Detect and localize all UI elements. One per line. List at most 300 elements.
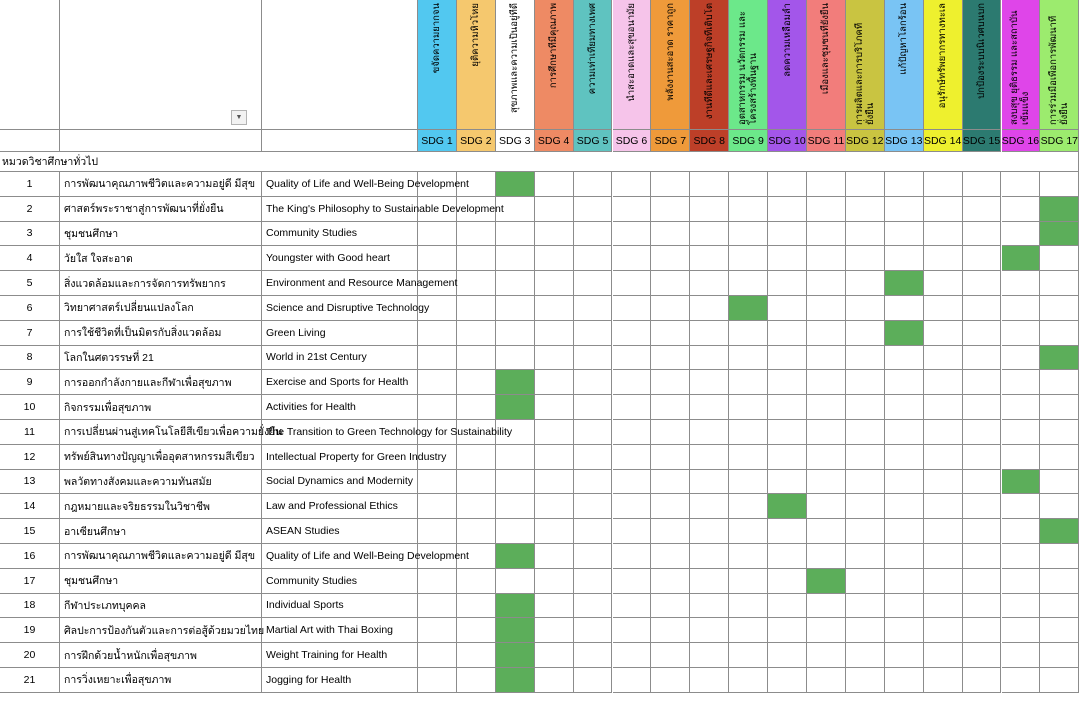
sdg-cell[interactable] [418,321,457,346]
sdg-cell[interactable] [690,569,729,594]
sdg-cell[interactable] [963,321,1002,346]
sdg-cell[interactable] [690,197,729,222]
sdg-cell[interactable] [768,246,807,271]
sdg-cell[interactable] [574,370,613,395]
sdg-cell[interactable] [729,172,768,197]
sdg-cell[interactable] [885,494,924,519]
sdg-cell[interactable] [651,618,690,643]
sdg-cell[interactable] [729,519,768,544]
sdg-code-3[interactable]: SDG 3 [496,130,535,152]
sdg-mapped-cell[interactable] [1002,470,1041,495]
sdg-header-11[interactable] [807,0,846,130]
sdg-cell[interactable] [729,569,768,594]
row-number[interactable]: 12 [0,445,60,470]
sdg-cell[interactable] [807,594,846,619]
sdg-cell[interactable] [535,519,574,544]
sdg-cell[interactable] [885,643,924,668]
sdg-cell[interactable] [690,395,729,420]
sdg-cell[interactable] [651,346,690,371]
sdg-cell[interactable] [457,470,496,495]
sdg-cell[interactable] [885,172,924,197]
course-name-thai[interactable]: การเปลี่ยนผ่านสู่เทคโนโลยีสีเขียวเพื่อความยั่งยืน [60,420,262,445]
sdg-cell[interactable] [885,222,924,247]
sdg-cell[interactable] [613,246,652,271]
sdg-cell[interactable] [729,346,768,371]
sdg-mapped-cell[interactable] [1002,246,1041,271]
sdg-cell[interactable] [1002,668,1041,693]
sdg-cell[interactable] [1040,594,1079,619]
sdg-cell[interactable] [729,618,768,643]
sdg-cell[interactable] [885,420,924,445]
sdg-cell[interactable] [613,321,652,346]
sdg-cell[interactable] [768,470,807,495]
sdg-cell[interactable] [885,296,924,321]
sdg-cell[interactable] [535,395,574,420]
sdg-cell[interactable] [963,668,1002,693]
sdg-cell[interactable] [924,643,963,668]
sdg-cell[interactable] [846,222,885,247]
sdg-cell[interactable] [924,246,963,271]
sdg-cell[interactable] [651,246,690,271]
sdg-cell[interactable] [613,222,652,247]
sdg-cell[interactable] [807,643,846,668]
sdg-cell[interactable] [574,594,613,619]
sdg-cell[interactable] [1002,494,1041,519]
course-name-thai[interactable]: การฝึกด้วยน้ำหนักเพื่อสุขภาพ [60,643,262,668]
sdg-cell[interactable] [496,296,535,321]
sdg-cell[interactable] [885,668,924,693]
sdg-cell[interactable] [535,668,574,693]
course-name-english[interactable]: Individual Sports [262,594,418,619]
sdg-cell[interactable] [613,668,652,693]
sdg-cell[interactable] [924,172,963,197]
sdg-header-4[interactable] [535,0,574,130]
sdg-cell[interactable] [1002,271,1041,296]
sdg-cell[interactable] [924,569,963,594]
sdg-cell[interactable] [729,222,768,247]
course-name-english[interactable]: ASEAN Studies [262,519,418,544]
sdg-cell[interactable] [690,172,729,197]
sdg-cell[interactable] [963,544,1002,569]
sdg-cell[interactable] [535,618,574,643]
sdg-cell[interactable] [574,420,613,445]
sdg-cell[interactable] [690,370,729,395]
sdg-cell[interactable] [651,296,690,321]
sdg-cell[interactable] [963,494,1002,519]
course-name-thai[interactable]: วัยใส ใจสะอาด [60,246,262,271]
sdg-cell[interactable] [963,222,1002,247]
sdg-header-7[interactable] [651,0,690,130]
sdg-cell[interactable] [768,519,807,544]
row-number[interactable]: 16 [0,544,60,569]
sdg-cell[interactable] [418,370,457,395]
sdg-cell[interactable] [846,246,885,271]
sdg-cell[interactable] [846,296,885,321]
sdg-cell[interactable] [807,222,846,247]
sdg-header-2[interactable] [457,0,496,130]
sdg-cell[interactable] [496,246,535,271]
sdg-cell[interactable] [690,271,729,296]
sdg-cell[interactable] [651,197,690,222]
sdg-cell[interactable] [1002,172,1041,197]
sdg-cell[interactable] [457,271,496,296]
sdg-mapped-cell[interactable] [1040,197,1079,222]
sdg-cell[interactable] [924,222,963,247]
sdg-code-14[interactable]: SDG 14 [924,130,963,152]
course-name-english[interactable]: Martial Art with Thai Boxing [262,618,418,643]
sdg-code-12[interactable]: SDG 12 [846,130,885,152]
sdg-cell[interactable] [1002,544,1041,569]
course-name-thai[interactable]: พลวัตทางสังคมและความทันสมัย [60,470,262,495]
sdg-cell[interactable] [613,172,652,197]
sdg-cell[interactable] [535,271,574,296]
course-name-thai[interactable]: การพัฒนาคุณภาพชีวิตและความอยู่ดี มีสุข [60,172,262,197]
sdg-cell[interactable] [924,346,963,371]
sdg-mapped-cell[interactable] [768,494,807,519]
sdg-cell[interactable] [963,519,1002,544]
sdg-cell[interactable] [574,569,613,594]
sdg-cell[interactable] [690,544,729,569]
course-name-thai[interactable]: วิทยาศาสตร์เปลี่ยนแปลงโลก [60,296,262,321]
sdg-cell[interactable] [690,594,729,619]
sdg-mapped-cell[interactable] [496,618,535,643]
sdg-cell[interactable] [768,222,807,247]
sdg-cell[interactable] [496,346,535,371]
sdg-cell[interactable] [1040,494,1079,519]
sdg-cell[interactable] [924,470,963,495]
sdg-cell[interactable] [418,519,457,544]
sdg-cell[interactable] [807,197,846,222]
sdg-cell[interactable] [885,470,924,495]
sdg-mapped-cell[interactable] [885,321,924,346]
sdg-cell[interactable] [807,296,846,321]
sdg-cell[interactable] [768,618,807,643]
sdg-cell[interactable] [574,668,613,693]
sdg-cell[interactable] [807,668,846,693]
sdg-cell[interactable] [846,370,885,395]
sdg-cell[interactable] [963,594,1002,619]
sdg-cell[interactable] [729,246,768,271]
sdg-cell[interactable] [690,470,729,495]
sdg-cell[interactable] [846,618,885,643]
sdg-cell[interactable] [651,668,690,693]
sdg-code-9[interactable]: SDG 9 [729,130,768,152]
sdg-cell[interactable] [768,395,807,420]
sdg-cell[interactable] [418,246,457,271]
sdg-cell[interactable] [651,395,690,420]
course-name-thai[interactable]: ทรัพย์สินทางปัญญาเพื่ออุตสาหกรรมสีเขียว [60,445,262,470]
course-name-english[interactable]: World in 21st Century [262,346,418,371]
sdg-cell[interactable] [924,197,963,222]
sdg-cell[interactable] [885,445,924,470]
sdg-cell[interactable] [729,197,768,222]
course-name-english[interactable]: Quality of Life and Well-Being Development [262,172,418,197]
sdg-cell[interactable] [963,420,1002,445]
sdg-cell[interactable] [457,346,496,371]
sdg-cell[interactable] [574,395,613,420]
course-name-english[interactable]: Green Living [262,321,418,346]
course-name-thai[interactable]: ศิลปะการป้องกันตัวและการต่อสู้ด้วยมวยไทย [60,618,262,643]
sdg-cell[interactable] [535,321,574,346]
sdg-cell[interactable] [924,420,963,445]
sdg-cell[interactable] [418,618,457,643]
row-number[interactable]: 18 [0,594,60,619]
sdg-header-8[interactable] [690,0,729,130]
sdg-cell[interactable] [846,594,885,619]
sdg-cell[interactable] [457,618,496,643]
sdg-mapped-cell[interactable] [496,370,535,395]
sdg-cell[interactable] [574,618,613,643]
course-name-thai[interactable]: กฎหมายและจริยธรรมในวิชาชีพ [60,494,262,519]
sdg-cell[interactable] [1002,594,1041,619]
row-number[interactable]: 7 [0,321,60,346]
sdg-cell[interactable] [768,346,807,371]
sdg-cell[interactable] [807,445,846,470]
sdg-cell[interactable] [963,246,1002,271]
sdg-cell[interactable] [535,370,574,395]
sdg-cell[interactable] [496,222,535,247]
sdg-cell[interactable] [924,494,963,519]
sdg-cell[interactable] [690,643,729,668]
row-number[interactable]: 4 [0,246,60,271]
sdg-cell[interactable] [651,569,690,594]
row-number[interactable]: 20 [0,643,60,668]
sdg-cell[interactable] [613,618,652,643]
sdg-cell[interactable] [768,643,807,668]
sdg-cell[interactable] [963,197,1002,222]
sdg-cell[interactable] [1040,370,1079,395]
sdg-code-6[interactable]: SDG 6 [613,130,652,152]
sdg-cell[interactable] [768,321,807,346]
sdg-cell[interactable] [418,494,457,519]
sdg-cell[interactable] [1002,643,1041,668]
sdg-cell[interactable] [574,494,613,519]
sdg-cell[interactable] [768,594,807,619]
course-name-thai[interactable]: การออกกำลังกายและกีฬาเพื่อสุขภาพ [60,370,262,395]
sdg-cell[interactable] [846,643,885,668]
sdg-cell[interactable] [613,445,652,470]
sdg-cell[interactable] [1040,271,1079,296]
sdg-cell[interactable] [885,618,924,643]
sdg-cell[interactable] [885,569,924,594]
sdg-code-15[interactable]: SDG 15 [963,130,1002,152]
sdg-cell[interactable] [807,346,846,371]
course-name-thai[interactable]: การพัฒนาคุณภาพชีวิตและความอยู่ดี มีสุข [60,544,262,569]
sdg-cell[interactable] [535,445,574,470]
sdg-cell[interactable] [690,321,729,346]
sdg-row-blank-thai[interactable] [60,130,262,152]
sdg-cell[interactable] [963,618,1002,643]
sdg-cell[interactable] [535,222,574,247]
sdg-cell[interactable] [807,544,846,569]
sdg-code-8[interactable]: SDG 8 [690,130,729,152]
sdg-row-blank-eng[interactable] [262,130,418,152]
sdg-cell[interactable] [535,643,574,668]
sdg-cell[interactable] [574,222,613,247]
sdg-cell[interactable] [768,296,807,321]
sdg-cell[interactable] [651,420,690,445]
row-number[interactable]: 15 [0,519,60,544]
sdg-cell[interactable] [1040,668,1079,693]
sdg-cell[interactable] [846,668,885,693]
sdg-cell[interactable] [846,395,885,420]
sdg-cell[interactable] [924,668,963,693]
sdg-cell[interactable] [885,346,924,371]
sdg-cell[interactable] [963,346,1002,371]
row-number[interactable]: 13 [0,470,60,495]
sdg-cell[interactable] [1002,197,1041,222]
sdg-cell[interactable] [768,445,807,470]
sdg-mapped-cell[interactable] [496,395,535,420]
sdg-cell[interactable] [1002,519,1041,544]
sdg-cell[interactable] [457,370,496,395]
sdg-cell[interactable] [535,544,574,569]
sdg-code-16[interactable]: SDG 16 [1002,130,1041,152]
course-name-english[interactable]: Intellectual Property for Green Industry [262,445,418,470]
row-number[interactable]: 19 [0,618,60,643]
sdg-cell[interactable] [613,594,652,619]
course-name-english[interactable]: The King's Philosophy to Sustainable Development [262,197,418,222]
sdg-cell[interactable] [690,222,729,247]
sdg-cell[interactable] [924,321,963,346]
sdg-cell[interactable] [651,321,690,346]
sdg-cell[interactable] [846,197,885,222]
course-name-english[interactable]: Youngster with Good heart [262,246,418,271]
sdg-cell[interactable] [418,668,457,693]
sdg-cell[interactable] [535,172,574,197]
course-name-english[interactable]: Environment and Resource Management [262,271,418,296]
sdg-cell[interactable] [613,544,652,569]
sdg-cell[interactable] [457,246,496,271]
sdg-cell[interactable] [807,246,846,271]
sdg-code-17[interactable]: SDG 17 [1040,130,1079,152]
course-name-thai[interactable]: อาเซียนศึกษา [60,519,262,544]
sdg-header-15[interactable] [963,0,1002,130]
sdg-cell[interactable] [924,271,963,296]
sdg-cell[interactable] [1040,420,1079,445]
sdg-cell[interactable] [457,494,496,519]
sdg-header-1[interactable] [418,0,457,130]
sdg-cell[interactable] [846,569,885,594]
sdg-cell[interactable] [1002,420,1041,445]
sdg-cell[interactable] [1002,321,1041,346]
course-name-english[interactable]: Community Studies [262,222,418,247]
sdg-cell[interactable] [846,172,885,197]
sdg-mapped-cell[interactable] [885,271,924,296]
course-name-english[interactable]: Law and Professional Ethics [262,494,418,519]
sdg-cell[interactable] [651,370,690,395]
sdg-cell[interactable] [1040,569,1079,594]
row-number[interactable]: 6 [0,296,60,321]
sdg-cell[interactable] [535,420,574,445]
sdg-cell[interactable] [613,420,652,445]
sdg-cell[interactable] [574,321,613,346]
sdg-cell[interactable] [574,470,613,495]
row-number[interactable]: 8 [0,346,60,371]
sdg-header-6[interactable] [613,0,652,130]
sdg-mapped-cell[interactable] [729,296,768,321]
sdg-cell[interactable] [924,618,963,643]
sdg-cell[interactable] [963,395,1002,420]
sdg-cell[interactable] [418,395,457,420]
sdg-cell[interactable] [690,420,729,445]
sdg-mapped-cell[interactable] [496,172,535,197]
sdg-cell[interactable] [807,519,846,544]
sdg-cell[interactable] [651,494,690,519]
sdg-cell[interactable] [574,643,613,668]
course-name-thai[interactable]: สิ่งแวดล้อมและการจัดการทรัพยากร [60,271,262,296]
sdg-cell[interactable] [963,569,1002,594]
sdg-code-1[interactable]: SDG 1 [418,130,457,152]
sdg-cell[interactable] [1040,470,1079,495]
sdg-cell[interactable] [963,271,1002,296]
sdg-cell[interactable] [613,494,652,519]
sdg-cell[interactable] [807,420,846,445]
sdg-cell[interactable] [963,296,1002,321]
sdg-cell[interactable] [729,544,768,569]
sdg-cell[interactable] [729,470,768,495]
sdg-cell[interactable] [457,594,496,619]
sdg-cell[interactable] [535,470,574,495]
course-name-english[interactable]: Activities for Health [262,395,418,420]
sdg-cell[interactable] [690,445,729,470]
sdg-cell[interactable] [1040,246,1079,271]
sdg-cell[interactable] [457,296,496,321]
sdg-cell[interactable] [457,643,496,668]
course-name-english[interactable]: Weight Training for Health [262,643,418,668]
sdg-cell[interactable] [574,445,613,470]
sdg-cell[interactable] [457,395,496,420]
row-number[interactable]: 14 [0,494,60,519]
sdg-header-5[interactable] [574,0,613,130]
sdg-cell[interactable] [690,494,729,519]
sdg-cell[interactable] [1040,544,1079,569]
sdg-cell[interactable] [1002,395,1041,420]
row-number[interactable]: 5 [0,271,60,296]
course-name-english[interactable]: The Transition to Green Technology for Sustainability [262,420,418,445]
sdg-cell[interactable] [496,519,535,544]
sdg-cell[interactable] [613,643,652,668]
course-name-thai[interactable]: กิจกรรมเพื่อสุขภาพ [60,395,262,420]
sdg-cell[interactable] [613,370,652,395]
sdg-cell[interactable] [807,321,846,346]
sdg-cell[interactable] [574,519,613,544]
sdg-cell[interactable] [613,197,652,222]
sdg-cell[interactable] [457,222,496,247]
sdg-cell[interactable] [574,271,613,296]
sdg-cell[interactable] [846,544,885,569]
sdg-cell[interactable] [651,643,690,668]
sdg-cell[interactable] [496,569,535,594]
sdg-header-12[interactable] [846,0,885,130]
sdg-header-17[interactable] [1040,0,1079,130]
sdg-cell[interactable] [729,643,768,668]
sdg-cell[interactable] [651,544,690,569]
sdg-cell[interactable] [885,370,924,395]
sdg-cell[interactable] [1002,618,1041,643]
row-number[interactable]: 21 [0,668,60,693]
sdg-cell[interactable] [807,618,846,643]
sdg-cell[interactable] [457,519,496,544]
sdg-cell[interactable] [846,494,885,519]
sdg-cell[interactable] [807,172,846,197]
sdg-cell[interactable] [1002,569,1041,594]
section-title[interactable]: หมวดวิชาศึกษาทั่วไป [0,152,1079,172]
sdg-cell[interactable] [418,643,457,668]
header-blank-no[interactable] [0,0,60,130]
sdg-cell[interactable] [574,197,613,222]
sdg-cell[interactable] [729,370,768,395]
